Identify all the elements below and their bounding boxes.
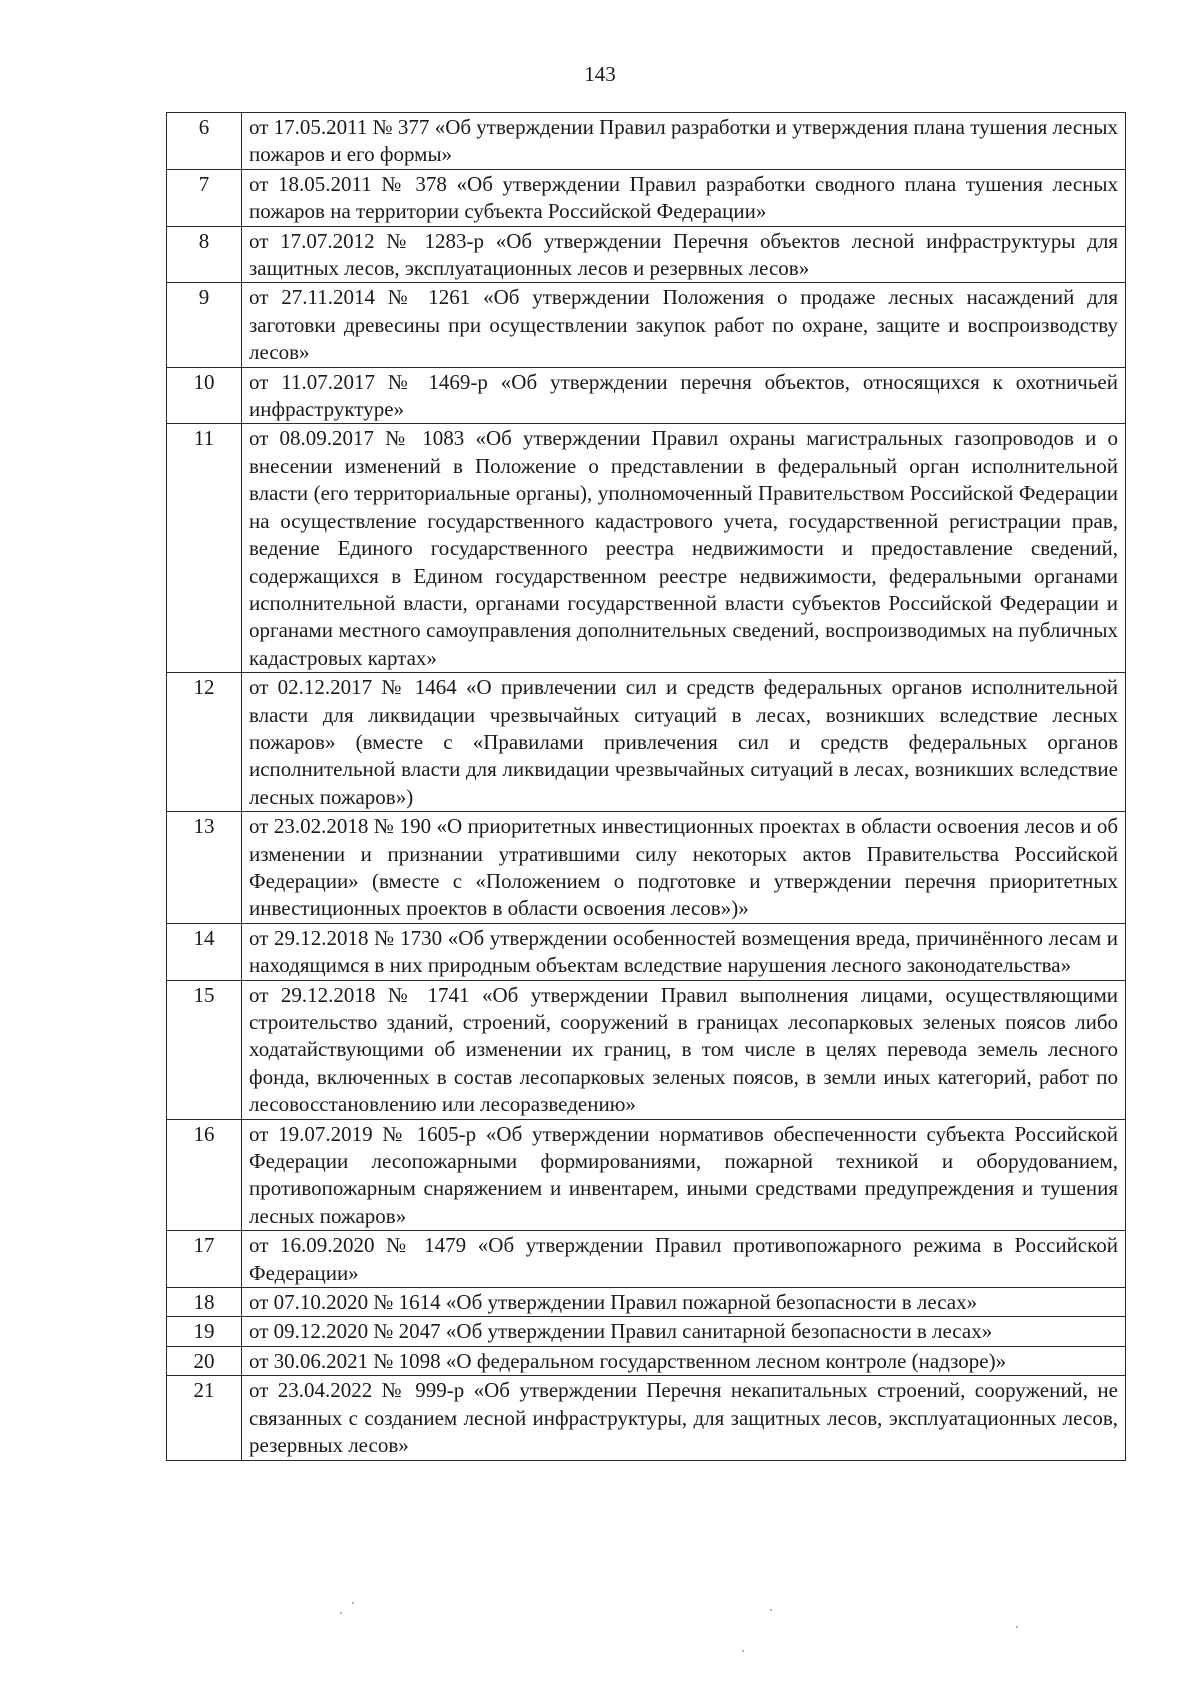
scan-dot <box>1016 1626 1018 1628</box>
row-number: 8 <box>167 226 242 283</box>
legal-act-description: от 02.12.2017 № 1464 «О привлечении сил и средств федеральных органов исполнительной власти для ликвидации чрезвычайных ситуаций в лесах, возникших вследствие лесных пожаров» (вместе с «Правилами привлечения сил и средств федеральных органов исполнительной власти для ликвидации чрезвычайных ситуаций в лесах, возникших вследствие лесных пожаров») <box>242 673 1126 812</box>
table-row <box>167 1346 1126 1375</box>
row-number: 7 <box>167 169 242 226</box>
legal-act-description: от 17.07.2012 № 1283-р «Об утверждении Перечня объектов лесной инфраструктуры для защитных лесов, эксплуатационных лесов и резервных лесов» <box>242 226 1126 283</box>
table-row <box>167 923 1126 980</box>
legal-acts-table <box>166 112 1126 1461</box>
table-row <box>167 367 1126 424</box>
table-row <box>167 1288 1126 1317</box>
legal-act-description: от 29.12.2018 № 1730 «Об утверждении особенностей возмещения вреда, причинённого лесам и находящимся в них природным объектам вследствие нарушения лесного законодательства» <box>242 923 1126 980</box>
legal-act-description: от 08.09.2017 № 1083 «Об утверждении Правил охраны магистральных газопроводов и о внесении изменений в Положение о представлении в федеральный орган исполнительной власти (его территориальные органы), уполномоченный Правительством Российской Федерации на осуществление государственного кадастрового учета, государственной регистрации прав, ведение Единого государственного реестра недвижимости и предоставление сведений, содержащихся в Едином государственном реестре недвижимости, федеральными органами исполнительной власти, органами государственной власти субъектов Российской Федерации и органами местного самоуправления дополнительных сведений, воспроизводимых на публичных кадастровых картах» <box>242 424 1126 673</box>
legal-act-description: от 09.12.2020 № 2047 «Об утверждении Правил санитарной безопасности в лесах» <box>242 1317 1126 1346</box>
table-row <box>167 424 1126 673</box>
row-number: 15 <box>167 980 242 1119</box>
row-number: 10 <box>167 367 242 424</box>
table-row <box>167 113 1126 170</box>
row-number: 21 <box>167 1376 242 1460</box>
row-number: 9 <box>167 283 242 367</box>
legal-act-description: от 30.06.2021 № 1098 «О федеральном государственном лесном контроле (надзоре)» <box>242 1346 1126 1375</box>
legal-act-description: от 23.02.2018 № 190 «О приоритетных инвестиционных проектах в области освоения лесов и об изменении и признании утратившими силу некоторых актов Правительства Российской Федерации» (вместе с «Положением о подготовке и утверждении перечня приоритетных инвестиционных проектов в области освоения лесов»)» <box>242 812 1126 924</box>
legal-act-description: от 18.05.2011 № 378 «Об утверждении Правил разработки сводного плана тушения лесных пожаров на территории субъекта Российской Федерации» <box>242 169 1126 226</box>
row-number: 14 <box>167 923 242 980</box>
table-row <box>167 226 1126 283</box>
legal-act-description: от 19.07.2019 № 1605-р «Об утверждении нормативов обеспеченности субъекта Российской Федерации лесопожарными формированиями, пожарной техникой и оборудованием, противопожарным снаряжением и инвентарем, иными средствами предупреждения и тушения лесных пожаров» <box>242 1119 1126 1231</box>
table-row <box>167 673 1126 812</box>
legal-act-description: от 11.07.2017 № 1469-р «Об утверждении перечня объектов, относящихся к охотничьей инфраструктуре» <box>242 367 1126 424</box>
table-row <box>167 1317 1126 1346</box>
row-number: 13 <box>167 812 242 924</box>
row-number: 18 <box>167 1288 242 1317</box>
legal-act-description: от 16.09.2020 № 1479 «Об утверждении Правил противопожарного режима в Российской Федерации» <box>242 1231 1126 1288</box>
legal-act-description: от 07.10.2020 № 1614 «Об утверждении Правил пожарной безопасности в лесах» <box>242 1288 1126 1317</box>
legal-act-description: от 27.11.2014 № 1261 «Об утверждении Положения о продаже лесных насаждений для заготовки древесины при осуществлении закупок работ по охране, защите и воспроизводству лесов» <box>242 283 1126 367</box>
row-number: 20 <box>167 1346 242 1375</box>
table-row <box>167 169 1126 226</box>
scan-dot <box>770 1609 772 1611</box>
table-row <box>167 1119 1126 1231</box>
row-number: 11 <box>167 424 242 673</box>
table-row <box>167 812 1126 924</box>
legal-act-description: от 29.12.2018 № 1741 «Об утверждении Правил выполнения лицами, осуществляющими строительство зданий, строений, сооружений в границах лесопарковых зеленых поясов либо ходатайствующими об изменении их границ, в том числе в целях перевода земель лесного фонда, включенных в состав лесопарковых зеленых поясов, в земли иных категорий, работ по лесовосстановлению или лесоразведению» <box>242 980 1126 1119</box>
scan-dot <box>742 1650 744 1652</box>
row-number: 16 <box>167 1119 242 1231</box>
table-row <box>167 980 1126 1119</box>
row-number: 6 <box>167 113 242 170</box>
table-row <box>167 1376 1126 1460</box>
table-body <box>167 113 1126 1461</box>
row-number: 19 <box>167 1317 242 1346</box>
page-number: 143 <box>584 62 616 86</box>
scan-dot <box>340 1612 342 1614</box>
legal-act-description: от 23.04.2022 № 999-р «Об утверждении Перечня некапитальных строений, сооружений, не связанных с созданием лесной инфраструктуры, для защитных лесов, эксплуатационных лесов, резервных лесов» <box>242 1376 1126 1460</box>
table-row <box>167 283 1126 367</box>
table-row <box>167 1231 1126 1288</box>
row-number: 12 <box>167 673 242 812</box>
legal-act-description: от 17.05.2011 № 377 «Об утверждении Правил разработки и утверждения плана тушения лесных пожаров и его формы» <box>242 113 1126 170</box>
row-number: 17 <box>167 1231 242 1288</box>
scan-dot <box>352 1602 354 1604</box>
